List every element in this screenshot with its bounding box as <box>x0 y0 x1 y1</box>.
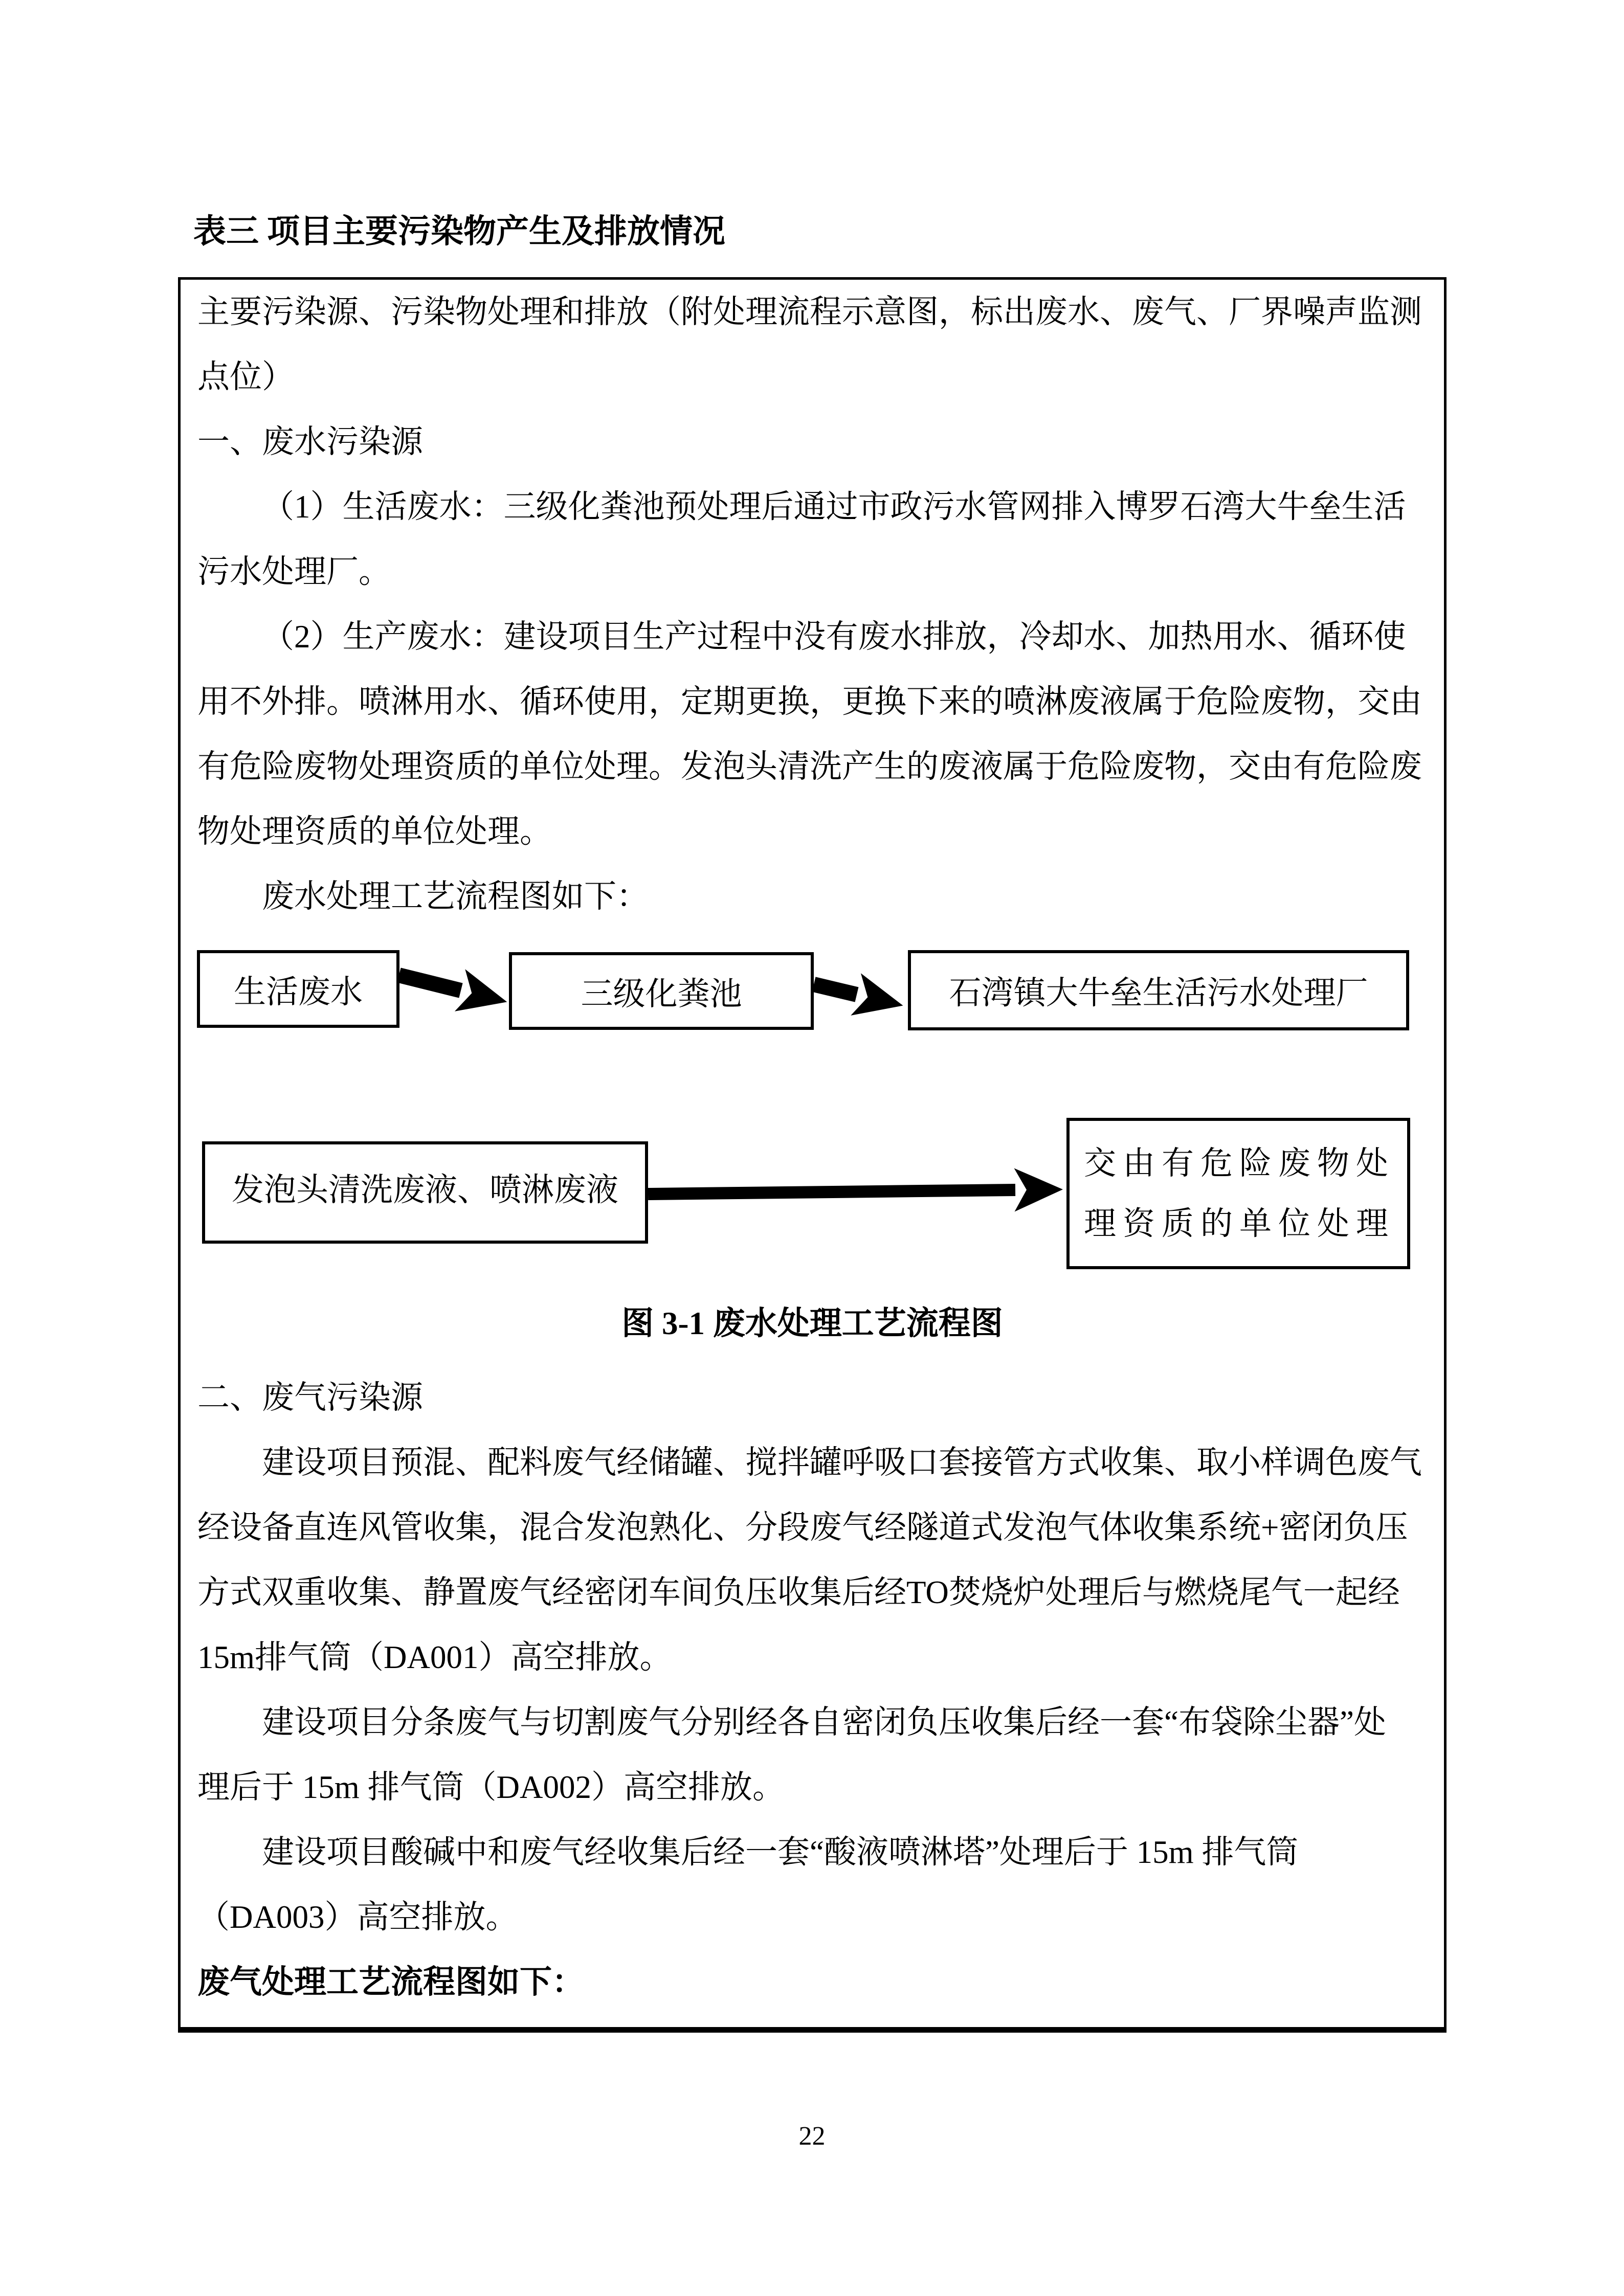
flow-box-septic-tank <box>509 952 814 1030</box>
text-line: 建设项目分条废气与切割废气分别经各自密闭负压收集后经一套“布袋除尘器”处 <box>262 1704 1386 1740</box>
page-number: 22 <box>798 2122 826 2151</box>
waste-gas-section <box>197 1365 1430 2015</box>
text-line: （1）生活废水：三级化粪池预处理后通过市政污水管网排入博罗石湾大牛垒生活 <box>262 489 1406 525</box>
flow-box-treatment-plant <box>908 950 1409 1030</box>
arrow-icon <box>399 975 461 991</box>
text-line: 有危险废物处理资质的单位处理。发泡头清洗产生的废液属于危险废物，交由有危险废 <box>197 749 1422 784</box>
text-line: 一、废水污染源 <box>197 424 423 460</box>
text-line: 方式双重收集、静置废气经密闭车间负压收集后经TO焚烧炉处理后与燃烧尾气一起经 <box>197 1574 1400 1610</box>
text-line: 废气处理工艺流程图如下： <box>197 1964 584 2000</box>
text-line: 经设备直连风管收集，混合发泡熟化、分段废气经隧道式发泡气体收集系统+密闭负压 <box>197 1510 1408 1545</box>
wastewater-section <box>197 280 1430 929</box>
flow-box-label: 理资质的单位处理 <box>1084 1206 1395 1242</box>
text-line: 理后于 15m 排气筒（DA002）高空排放。 <box>197 1769 785 1805</box>
text-line: 15m排气筒（DA001）高空排放。 <box>197 1639 672 1675</box>
arrow-icon <box>814 984 857 995</box>
page-title: 表三 项目主要污染物产生及排放情况 <box>193 213 725 250</box>
text-line: 二、废气污染源 <box>197 1380 423 1415</box>
text-line: 物处理资质的单位处理。 <box>197 814 552 849</box>
text-line: 废水处理工艺流程图如下： <box>262 879 649 914</box>
text-line: （2）生产废水：建设项目生产过程中没有废水排放，冷却水、加热用水、循环使 <box>262 619 1406 655</box>
flow-box-label: 三级化粪池 <box>581 976 742 1012</box>
text-line: 建设项目酸碱中和废气经收集后经一套“酸液喷淋塔”处理后于 15m 排气筒 <box>262 1834 1299 1870</box>
flow-box-label: 石湾镇大牛垒生活污水处理厂 <box>949 975 1368 1011</box>
text-line: 建设项目预混、配料废气经储罐、搅拌罐呼吸口套接管方式收集、取小样调色废气 <box>262 1445 1422 1480</box>
flow-box-label: 交由有危险废物处 <box>1084 1145 1395 1181</box>
text-line: 用不外排。喷淋用水、循环使用，定期更换，更换下来的喷淋废液属于危险废物，交由 <box>197 684 1422 719</box>
flow-box-hazardous-disposal <box>1066 1118 1410 1269</box>
flow-box-domestic-wastewater <box>197 950 399 1028</box>
flow-box-label: 生活废水 <box>234 974 363 1010</box>
flow-box-label: 发泡头清洗废液、喷淋废液 <box>232 1172 618 1208</box>
content-table <box>178 277 1447 2033</box>
text-line: 主要污染源、污染物处理和排放（附处理流程示意图，标出废水、废气、厂界噪声监测 <box>197 294 1422 330</box>
arrow-icon <box>648 1190 1015 1194</box>
text-line: （DA003）高空排放。 <box>197 1899 518 1935</box>
text-line: 污水处理厂。 <box>197 554 391 590</box>
flow-box-cleaning-spray-waste <box>202 1141 648 1244</box>
text-line: 点位） <box>197 359 294 395</box>
figure-caption: 图 3-1 废水处理工艺流程图 <box>621 1305 1003 1341</box>
